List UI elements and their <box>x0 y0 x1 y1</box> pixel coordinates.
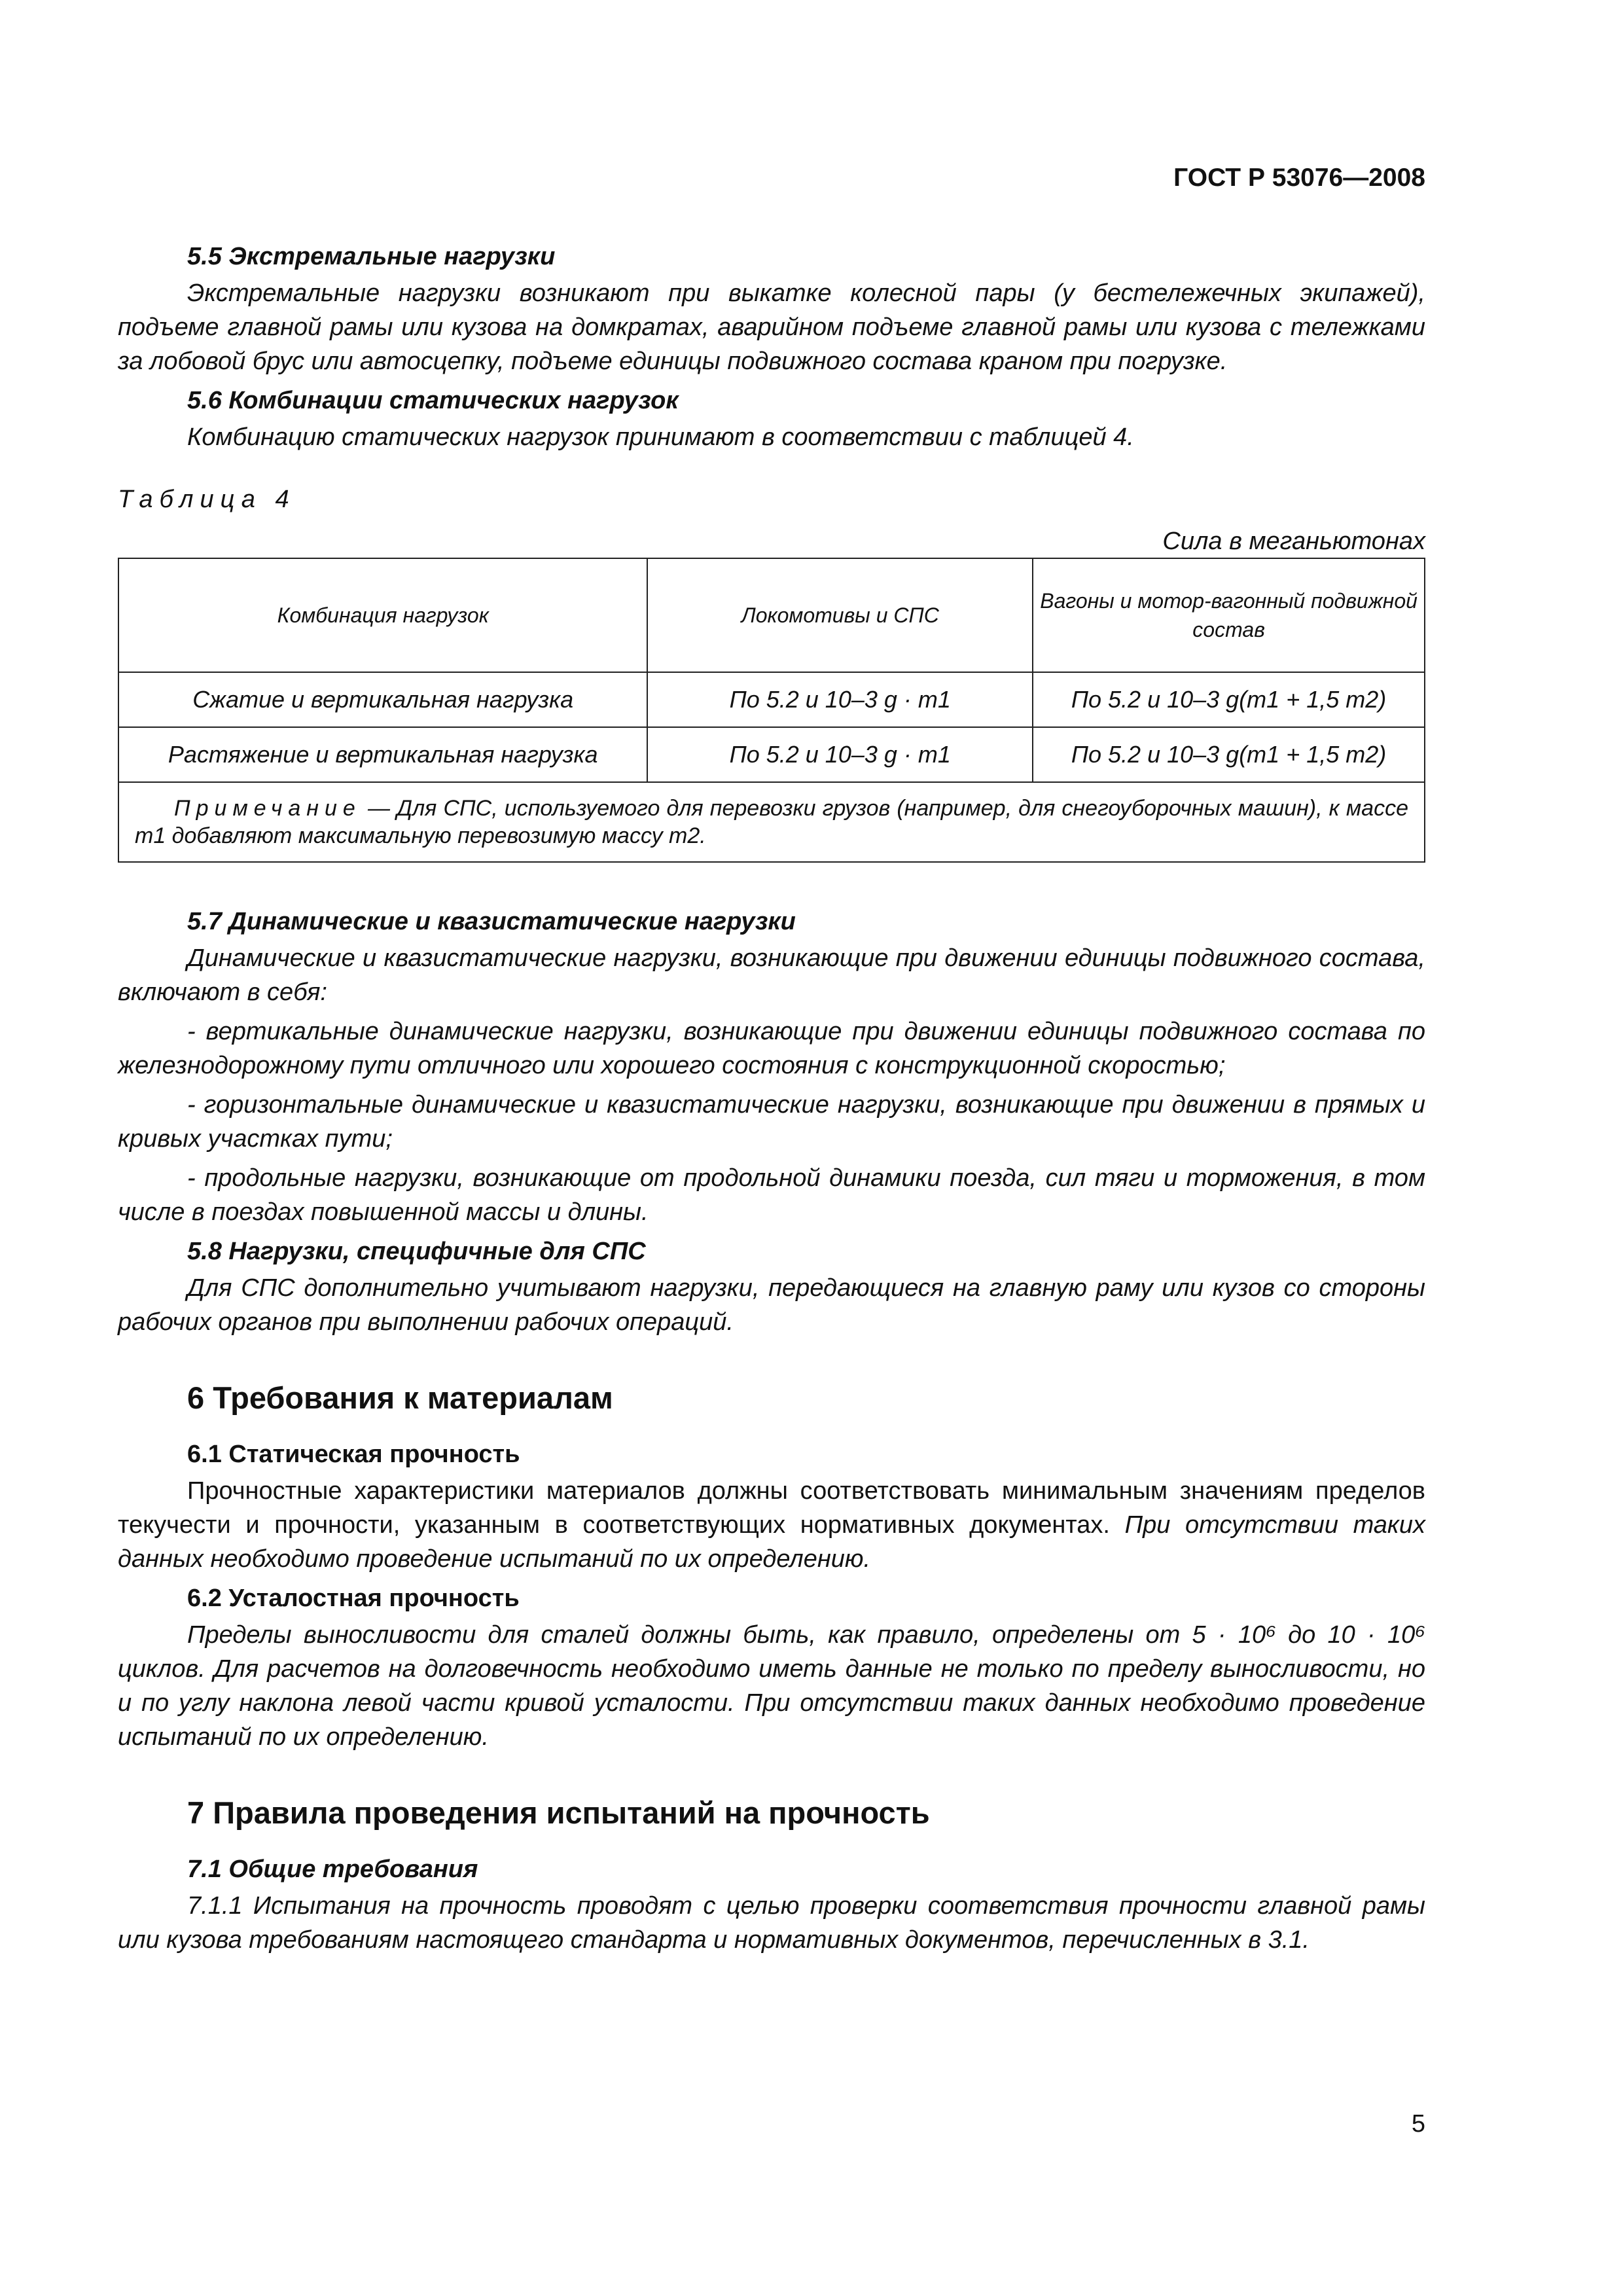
table-header-cell: Вагоны и мотор-вагонный подвижной состав <box>1033 558 1425 672</box>
section-6-1-title: 6.1 Статическая прочность <box>187 1441 520 1468</box>
table-row <box>118 727 1425 782</box>
table-cell-label: Сжатие и вертикальная нагрузка <box>118 672 647 727</box>
chapter-6-title: 6 Требования к материалам <box>187 1380 613 1415</box>
section-6-1-text <box>118 1474 1425 1576</box>
note-text: — Для СПС, используемого для перевозки грузов (например, для снегоуборочных машин), к массе m1 добавляют максимальную перевозимую массу m2. <box>135 796 1408 848</box>
section-6-2-title: 6.2 Усталостная прочность <box>187 1585 520 1612</box>
section-5-6-text: Комбинацию статических нагрузок принимают в соответствии с таблицей 4. <box>187 423 1134 451</box>
document-header: ГОСТ Р 53076—2008 <box>1173 164 1425 192</box>
section-6-1-text-italic: При отсутствии таких данных необходимо проведение испытаний по их определению. <box>118 1511 1426 1573</box>
table-caption: Таблица 4 <box>118 486 296 513</box>
section-5-5-title: 5.5 Экстремальные нагрузки <box>187 243 556 270</box>
page-content <box>118 240 1425 1962</box>
section-5-5-text: Экстремальные нагрузки возникают при выкатке колесной пары (у бестележечных экипажей), подъеме главной рамы или кузова на домкратах, аварийном подъеме главной рамы или кузова с тележками за лобовой брус или автосцепку, подъеме единицы подвижного состава краном при погрузке. <box>118 279 1425 375</box>
table-cell-wagons: По 5.2 и 10–3 g(m1 + 1,5 m2) <box>1033 727 1425 782</box>
table-note-row <box>118 782 1425 862</box>
table-cell-locomotives: По 5.2 и 10–3 g · m1 <box>647 727 1033 782</box>
table-header-cell: Локомотивы и СПС <box>647 558 1033 672</box>
section-5-8-text: Для СПС дополнительно учитывают нагрузки, передающиеся на главную раму или кузов со стороны рабочих органов при выполнении рабочих операций. <box>118 1274 1425 1336</box>
section-6-1-text-regular: Прочностные характеристики материалов должны соответствовать минимальным значениям пределов текучести и прочности, указанным в соответствующих нормативных документах. <box>118 1477 1425 1539</box>
table-header-cell: Комбинация нагрузок <box>118 558 647 672</box>
table-note <box>118 782 1425 862</box>
section-7-1-1-text: 7.1.1 Испытания на прочность проводят с целью проверки соответствия прочности главной рамы или кузова требованиям настоящего стандарта и нормативных документов, перечисленных в 3.1. <box>118 1892 1425 1954</box>
table-header-row <box>118 558 1425 672</box>
section-5-7-text: Динамические и квазистатические нагрузки, возникающие при движении единицы подвижного состава, включают в себя: <box>118 944 1425 1006</box>
page-number: 5 <box>1411 2110 1425 2138</box>
chapter-7-title: 7 Правила проведения испытаний на прочность <box>187 1795 930 1830</box>
section-5-7-title: 5.7 Динамические и квазистатические нагрузки <box>187 908 796 935</box>
note-label: Примечание <box>174 796 361 821</box>
loads-table <box>118 558 1425 863</box>
table-row <box>118 672 1425 727</box>
section-5-8-title: 5.8 Нагрузки, специфичные для СПС <box>187 1238 646 1265</box>
table-cell-label: Растяжение и вертикальная нагрузка <box>118 727 647 782</box>
table-cell-wagons: По 5.2 и 10–3 g(m1 + 1,5 m2) <box>1033 672 1425 727</box>
list-item: - горизонтальные динамические и квазистатические нагрузки, возникающие при движении в прямых и кривых участках пути; <box>118 1091 1425 1153</box>
table-cell-locomotives: По 5.2 и 10–3 g · m1 <box>647 672 1033 727</box>
list-item: - продольные нагрузки, возникающие от продольной динамики поезда, сил тяги и торможения, в том числе в поездах повышенной массы и длины. <box>118 1164 1425 1226</box>
section-5-6-title: 5.6 Комбинации статических нагрузок <box>187 387 679 414</box>
list-item: - вертикальные динамические нагрузки, возникающие при движении единицы подвижного состава по железнодорожному пути отличного или хорошего состояния с конструкционной скоростью; <box>118 1018 1425 1079</box>
section-7-1-title: 7.1 Общие требования <box>187 1856 478 1883</box>
section-6-2-text: Пределы выносливости для сталей должны быть, как правило, определены от 5 · 10⁶ до 10 · 10⁶ циклов. Для расчетов на долговечность необходимо иметь данные не только по пределу выносливости, но и по углу наклона левой части кривой усталости. При отсутствии таких данных необходимо проведение испытаний по их определению. <box>118 1621 1425 1751</box>
table-units: Сила в меганьютонах <box>1162 528 1425 555</box>
